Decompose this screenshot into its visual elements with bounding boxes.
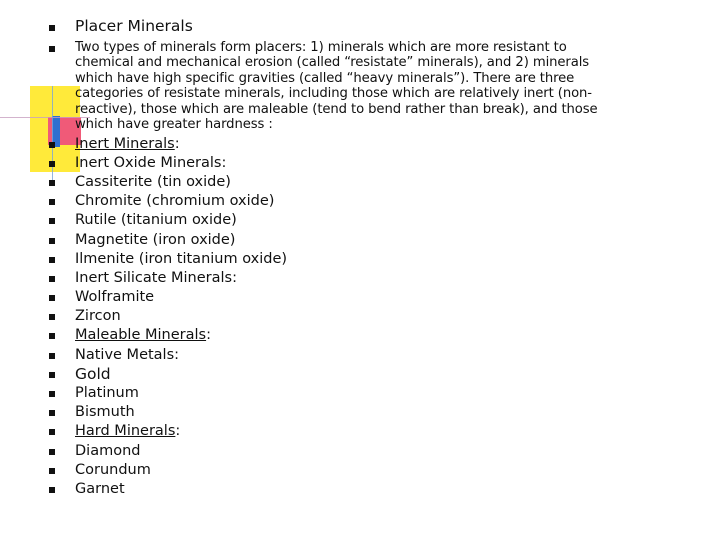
slide-title: Placer Minerals [75,17,193,35]
bullet-icon [49,295,55,301]
intro-line: Two types of minerals form placers: 1) minerals which are more resistant to [75,40,567,55]
mineral-cassiterite: Cassiterite (tin oxide) [75,174,231,190]
colon: : [175,423,181,439]
mineral-magnetite: Magnetite (iron oxide) [75,232,236,248]
mineral-rutile: Rutile (titanium oxide) [75,212,237,228]
native-metals-heading: Native Metals: [75,347,180,363]
bullet-icon [49,429,55,435]
hard-minerals-heading: Hard Minerals [75,423,176,439]
bullet-icon [49,25,55,31]
bullet-icon [49,276,55,282]
bullet-icon [49,238,55,244]
intro-line: chemical and mechanical erosion (called “resistate” minerals), and 2) minerals [75,55,590,71]
bullet-icon [49,142,55,148]
bullet-icon [49,372,55,378]
maleable-minerals-heading: Maleable Minerals [75,327,207,343]
intro-line: reactive), those which are maleable (tend to bend rather than break), and those [75,101,598,117]
mineral-wolframite: Wolframite [75,289,155,305]
bullet-icon [49,391,55,397]
inert-silicate-heading: Inert Silicate Minerals: [75,270,237,286]
bullet-icon [49,257,55,263]
intro-line: categories of resistate minerals, including those which are relatively inert (non- [75,86,592,102]
mineral-garnet: Garnet [75,481,125,497]
bullet-icon [49,353,55,359]
bullet-icon [49,410,55,416]
bullet-icon [49,161,55,167]
bullet-icon [49,180,55,186]
bullet-icon [49,199,55,205]
inert-oxide-heading: Inert Oxide Minerals: [75,155,227,171]
mineral-chromite: Chromite (chromium oxide) [75,193,275,209]
intro-line: which have greater hardness : [75,117,273,133]
inert-minerals-heading: Inert Minerals [75,136,175,152]
mineral-gold: Gold [75,365,111,383]
bullet-icon [49,218,55,224]
bullet-icon [49,487,55,493]
bullet-icon [49,46,55,52]
bullet-icon [49,468,55,474]
intro-line: which have high specific gravities (called “heavy minerals”). There are three [75,70,575,86]
intro-paragraph [75,40,675,132]
mineral-zircon: Zircon [75,308,121,324]
bullet-icon [49,333,55,339]
colon: : [206,327,211,343]
mineral-platinum: Platinum [75,385,139,401]
mineral-ilmenite: Ilmenite (iron titanium oxide) [75,251,288,267]
mineral-corundum: Corundum [75,462,151,478]
colon: : [174,136,180,152]
mineral-bismuth: Bismuth [75,404,135,420]
bullet-icon [49,314,55,320]
mineral-diamond: Diamond [75,443,141,459]
bullet-icon [49,449,55,455]
